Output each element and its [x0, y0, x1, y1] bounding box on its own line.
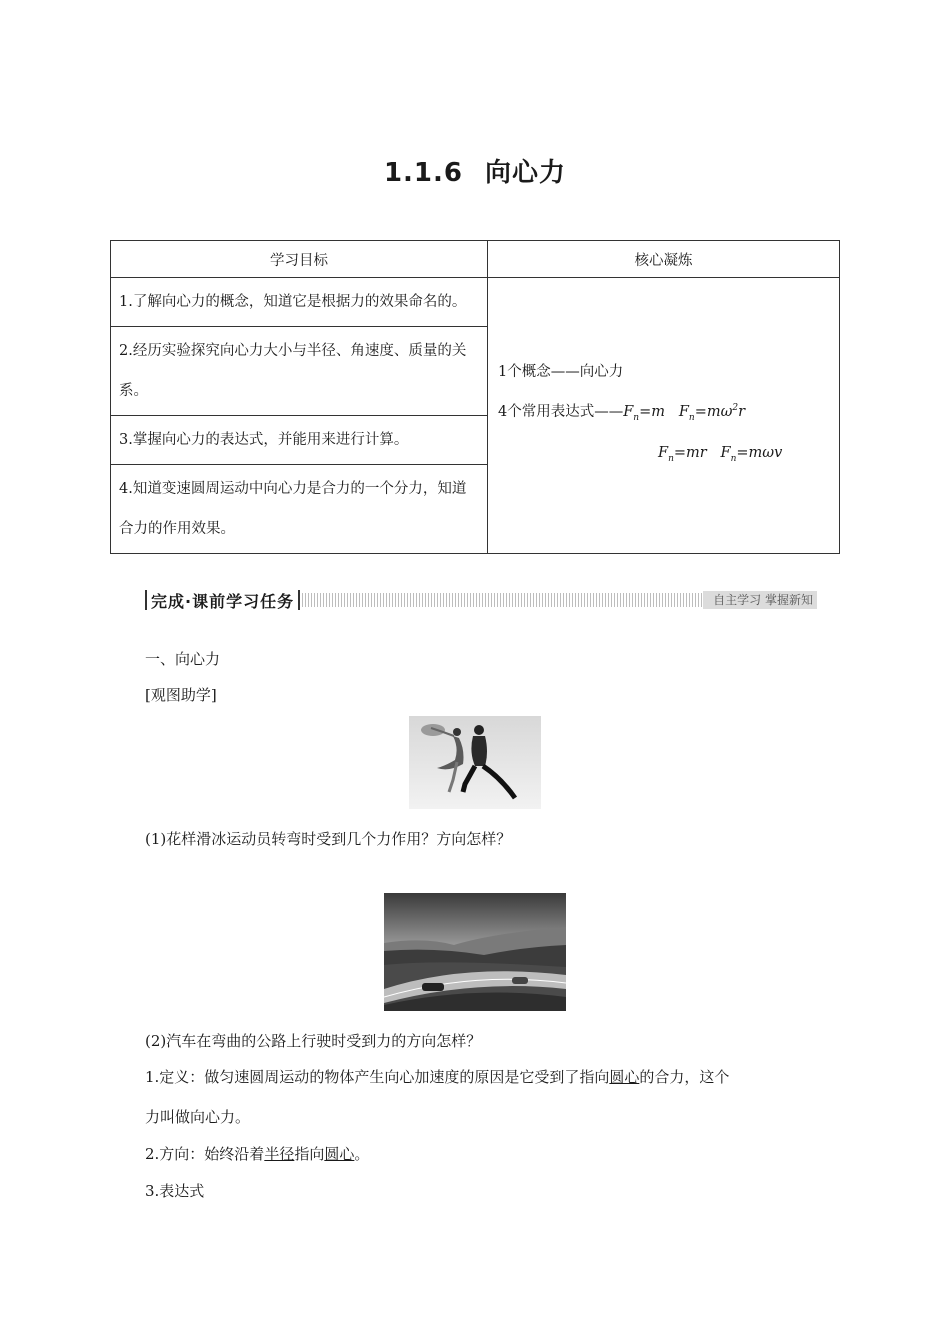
- core-line-3: [498, 435, 829, 477]
- definition-line: 1.定义：做匀速圆周运动的物体产生向心加速度的原因是它受到了指向圆心的合力，这个: [145, 1068, 730, 1086]
- core-line-1: 1个概念——向心力: [498, 363, 624, 380]
- header-core: 核心凝炼: [488, 241, 840, 278]
- expression-heading: 3.表达式: [145, 1182, 205, 1200]
- page-title: [0, 152, 950, 189]
- section-title: 向心力: [485, 158, 567, 188]
- banner-title: 完成·课前学习任务: [151, 591, 295, 611]
- figure-skating-photo: [409, 716, 541, 809]
- definition-continued: 力叫做向心力。: [145, 1108, 251, 1126]
- formula-3: $F_n=mr$: [658, 445, 707, 465]
- formula-1: $F_n=m$: [623, 403, 665, 423]
- section-banner: [145, 589, 817, 611]
- question-2: (2)汽车在弯曲的公路上行驶时受到力的方向怎样？: [145, 1032, 482, 1050]
- question-1: (1)花样滑冰运动员转弯时受到几个力作用？方向怎样？: [145, 830, 512, 848]
- core-line-2: 4个常用表达式$——F_n=m$ $F_n=m\omega^2r$: [498, 402, 746, 423]
- objective-1: 1.了解向心力的概念，知道它是根据力的效果命名的。: [111, 278, 488, 327]
- banner-subtitle: 自主学习 掌握新知: [703, 591, 817, 609]
- answer-center: 圆心: [609, 1068, 640, 1086]
- objective-3: 3.掌握向心力的表达式，并能用来进行计算。: [111, 416, 488, 465]
- objective-4: 4.知道变速圆周运动中向心力是合力的一个分力，知道合力的作用效果。: [111, 465, 488, 554]
- banner-bar-right: [298, 590, 300, 610]
- section-heading: 一、向心力: [145, 650, 221, 668]
- formula-2: $F_n=m\omega^2r$: [678, 402, 746, 423]
- objectives-table: [110, 240, 840, 554]
- bracket-label: [观图助学]: [145, 686, 217, 704]
- curved-road-photo: [384, 893, 566, 1011]
- core-summary: [488, 278, 840, 554]
- direction-line: 2.方向：始终沿着半径指向圆心。: [145, 1145, 370, 1163]
- answer-radius: 半径: [264, 1145, 295, 1163]
- header-objectives: 学习目标: [111, 241, 488, 278]
- formula-4: $F_n=m\omega v$: [720, 445, 783, 465]
- objective-2: 2.经历实验探究向心力大小与半径、角速度、质量的关系。: [111, 327, 488, 416]
- section-number: 1.1.6: [383, 158, 463, 188]
- answer-center-2: 圆心: [324, 1145, 355, 1163]
